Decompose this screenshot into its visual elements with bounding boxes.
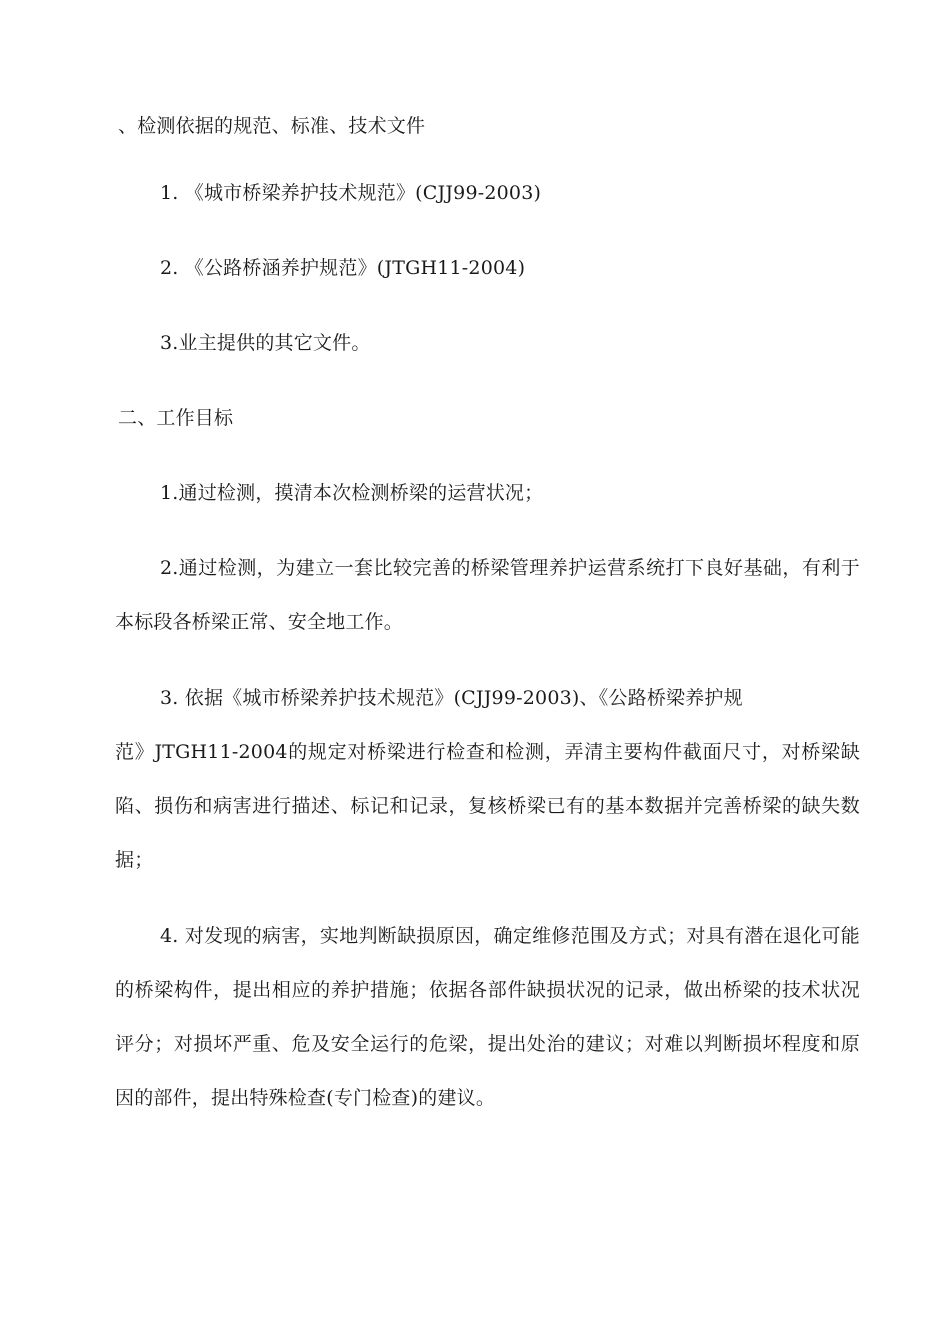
list-item-objective-3-first-line: 3. 依据《城市桥梁养护技术规范》(CJJ99-2003)、《公路桥梁养护规 (160, 687, 743, 709)
list-item-objective-3-continuation: 范》JTGH11-2004的规定对桥梁进行检查和检测，弄清主要构件截面尺寸，对桥梁缺陷、损伤和病害进行描述、标记和记录，复核桥梁已有的基本数据并完善桥梁的缺失数据； (115, 741, 860, 871)
section-heading-objectives: 二、工作目标 (118, 407, 234, 429)
list-item-objective-1: 1.通过检测，摸清本次检测桥梁的运营状况； (160, 482, 544, 504)
section-heading-standards: 、检测依据的规范、标准、技术文件 (118, 115, 426, 137)
objective-4-text: 4. 对发现的病害，实地判断缺损原因，确定维修范围及方式；对具有潜在退化可能的桥梁构件，提出相应的养护措施；依据各部件缺损状况的记录，做出桥梁的技术状况评分；对损坏严重、危及安全运行的危梁，提出处治的建议；对难以判断损坏程度和原因的部件，提出特殊检查(专门检查)的建议。 (115, 925, 860, 1109)
list-item-standard-3: 3.业主提供的其它文件。 (160, 332, 371, 354)
list-item-standard-1: 1. 《城市桥梁养护技术规范》(CJJ99-2003) (160, 182, 542, 204)
list-item-objective-4 (115, 909, 860, 1125)
list-item-objective-2 (115, 541, 860, 649)
objective-2-text: 2.通过检测，为建立一套比较完善的桥梁管理养护运营系统打下良好基础，有利于本标段各桥梁正常、安全地工作。 (115, 557, 860, 633)
list-item-standard-2: 2. 《公路桥涵养护规范》(JTGH11-2004) (160, 257, 526, 279)
